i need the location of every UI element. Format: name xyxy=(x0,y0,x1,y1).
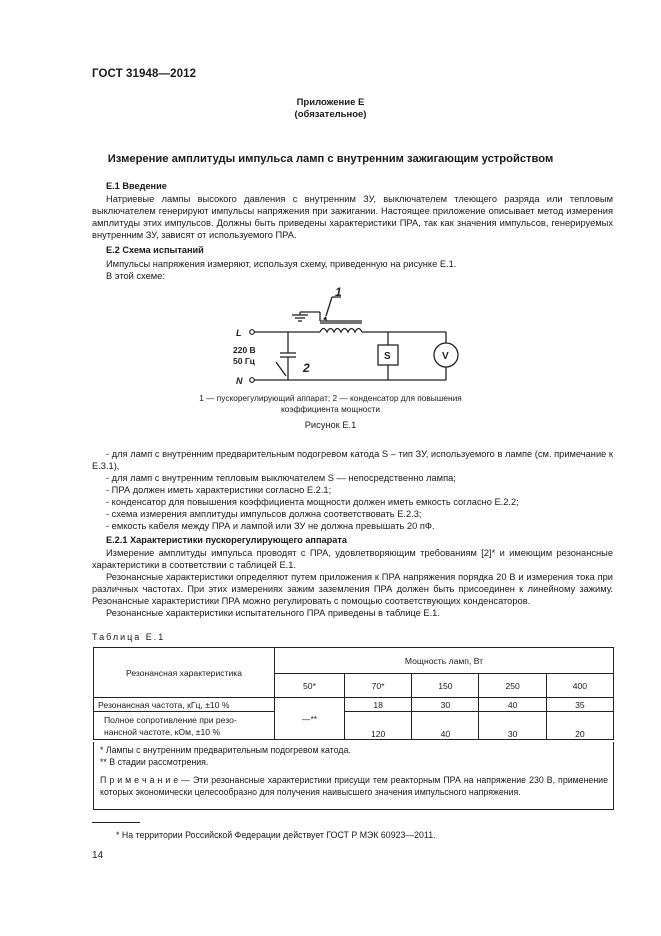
table-header-cell: 400 xyxy=(546,674,613,698)
table-cell: 30 xyxy=(479,712,546,740)
note-prefix: П р и м е ч а н и е — xyxy=(100,775,193,785)
section-heading-e2: Е.2 Схема испытаний xyxy=(106,245,204,255)
section-e1-text: Натриевые лампы высокого давления с внутренним ЗУ, выключателем тлеющего разряда или тепловым выключателем генерируют импульсы напряжения при зажигании. Настоящее приложение описывает метод измерения амплитуды этих импульсов. Должны быть приведены характеристики ПРА, так как значения импульсов, генерируемых внутренним ЗУ, зависят от используемого ПРА. xyxy=(92,194,613,240)
table-cell xyxy=(94,712,275,740)
appendix-status: (обязательное) xyxy=(294,109,367,120)
resonance-table xyxy=(93,647,614,740)
list-item: - для ламп с внутренним предварительным подогревом катода S – тип ЗУ, используемого в лампе (см. примечание к Е.3.1), xyxy=(92,449,613,471)
section-heading-e1: Е.1 Введение xyxy=(106,181,167,191)
list-item: - ПРА должен иметь характеристики согласно Е.2.1; xyxy=(106,485,332,495)
list-item: - емкость кабеля между ПРА и лампой или ЗУ не должна превышать 20 пФ. xyxy=(106,521,435,531)
row2-label-line2: нансной частоте, кОм, ±10 % xyxy=(104,726,221,737)
callout-2: 2 xyxy=(303,361,310,375)
section-e21-p2: Резонансные характеристики определяют путем приложения к ПРА напряжения порядка 20 В и измерения тока при различных частотах. При этих измерениях зажим заземления ПРА должен быть присоединен к линейному зажиму. Резонансные характеристики ПРА можно регулировать с помощью соответствующих конденсаторов. xyxy=(92,572,613,606)
table-label: Таблица Е.1 xyxy=(92,632,166,642)
table-row xyxy=(94,712,614,740)
callout-1: 1 xyxy=(335,285,342,299)
table-notes xyxy=(93,742,614,810)
footnote-divider xyxy=(92,822,140,823)
figure-caption xyxy=(0,393,661,415)
terminal-n xyxy=(250,378,255,383)
table-cell: 20 xyxy=(546,712,613,740)
list-item: - конденсатор для повышения коэффициента мощности должен иметь емкость согласно Е.2.2; xyxy=(106,497,519,507)
table-note-2: ** В стадии рассмотрения. xyxy=(100,757,209,767)
list-item: - для ламп с внутренним тепловым выключателем S — непосредственно лампа; xyxy=(106,473,456,483)
figure-title: Рисунок Е.1 xyxy=(304,420,357,430)
document-header: ГОСТ 31948—2012 xyxy=(92,68,197,80)
table-cell: 18 xyxy=(344,698,411,712)
figure-caption-line1: 1 — пускорегулирующий аппарат; 2 — конденсатор для повышения xyxy=(199,393,462,403)
table-note-3 xyxy=(100,774,608,798)
section-e2-line2: В этой схеме: xyxy=(106,271,165,281)
table-cell: 35 xyxy=(546,698,613,712)
circuit-diagram xyxy=(228,285,468,390)
table-cell: 40 xyxy=(412,712,479,740)
figure-caption-line2: коэффициента мощности xyxy=(281,404,380,414)
label-frequency: 50 Гц xyxy=(233,356,255,366)
table-cell: 120 xyxy=(344,712,411,740)
section-e2-line1: Импульсы напряжения измеряют, используя схему, приведенную на рисунке Е.1. xyxy=(106,259,457,269)
table-header-cell: 250 xyxy=(479,674,546,698)
label-voltage: 220 В xyxy=(233,345,256,355)
appendix-heading xyxy=(0,97,661,121)
table-row xyxy=(94,698,614,712)
label-n: N xyxy=(236,376,243,386)
note-text: Эти резонансные характеристики присущи тем реакторным ПРА на напряжение 230 В, применение которых экономически целесообразно для получения наивысшего значения импульсного напряжения. xyxy=(100,775,608,797)
label-l: L xyxy=(236,328,242,338)
list-item: - схема измерения амплитуды импульсов должна соответствовать Е.2.3; xyxy=(106,509,422,519)
page-number: 14 xyxy=(92,850,104,861)
appendix-label: Приложение Е xyxy=(296,97,365,108)
section-heading-e21: Е.2.1 Характеристики пускорегулирующего аппарата xyxy=(106,535,347,545)
terminal-l xyxy=(250,330,255,335)
section-e21-p1: Измерение амплитуды импульса проводят с ПРА, удовлетворяющим требованиям [2]* и имеющим резонансные характеристики в соответствии с таблицей Е.1. xyxy=(92,548,613,570)
box-v-label: V xyxy=(442,351,449,362)
table-header-cell: 50* xyxy=(275,674,345,698)
table-cell: 30 xyxy=(412,698,479,712)
row2-label-line1: Полное сопротивление при резо- xyxy=(104,714,237,725)
table-cell: Резонансная частота, кГц, ±10 % xyxy=(94,698,275,712)
table-cell: —** xyxy=(275,698,345,740)
table-note-1: * Лампы с внутренним предварительным подогревом катода. xyxy=(100,745,351,755)
table-header-cell: 150 xyxy=(412,674,479,698)
appendix-title: Измерение амплитуды импульса ламп с внутренним зажигающим устройством xyxy=(107,153,554,165)
section-e21-p3: Резонансные характеристики испытательного ПРА приведены в таблице Е.1. xyxy=(106,608,440,618)
table-header-cell: 70* xyxy=(344,674,411,698)
box-s-label: S xyxy=(384,351,391,362)
footnote: * На территории Российской Федерации действует ГОСТ Р МЭК 60923—2011. xyxy=(116,830,436,840)
table-cell: 40 xyxy=(479,698,546,712)
table-row xyxy=(94,648,614,674)
table-header-characteristic: Резонансная характеристика xyxy=(94,648,275,698)
table-header-power: Мощность ламп, Вт xyxy=(275,648,614,674)
